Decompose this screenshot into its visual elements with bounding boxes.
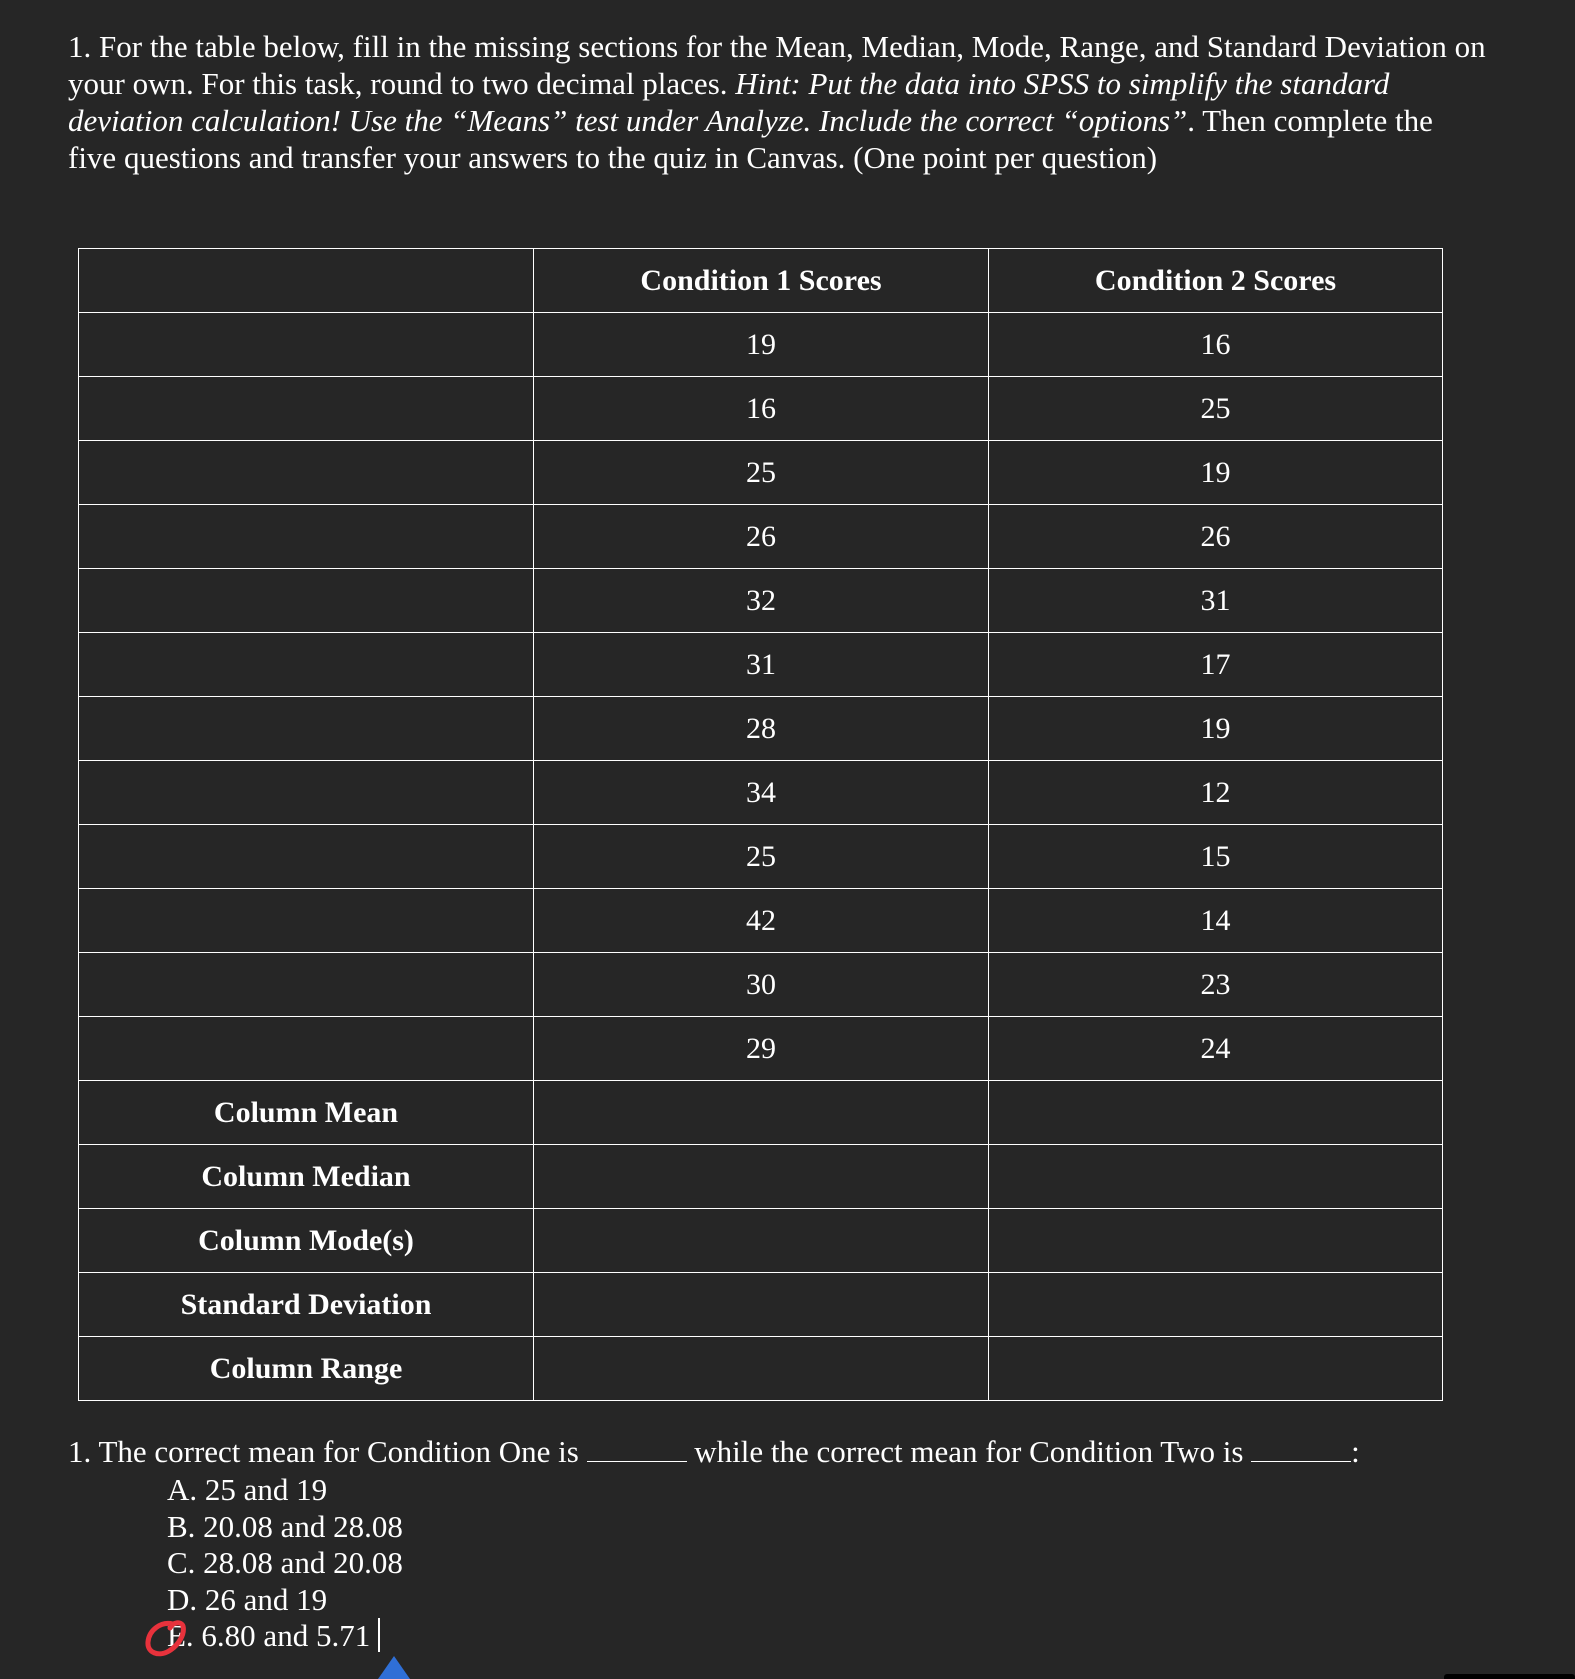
summary-row-mode [79, 1209, 1443, 1273]
condition-2-score: 26 [989, 505, 1443, 569]
summary-label-mean: Column Mean [79, 1081, 534, 1145]
instructions-text-end: . Then complete the five questions and transfer your answers to the quiz in Canvas. (One point per question) [68, 103, 1433, 175]
summary-row-mean [79, 1081, 1443, 1145]
condition-1-score: 42 [534, 889, 989, 953]
condition-1-score: 34 [534, 761, 989, 825]
row-label-cell[interactable] [79, 441, 534, 505]
condition-1-median-cell[interactable] [534, 1145, 989, 1209]
table-row [79, 441, 1443, 505]
option-b[interactable]: B. 20.08 and 28.08 [167, 1508, 403, 1544]
text-cursor [378, 1618, 380, 1652]
answer-blank-2 [1251, 1435, 1351, 1462]
table-row [79, 761, 1443, 825]
instructions-paragraph [68, 28, 1488, 176]
question-1 [68, 1434, 1548, 1470]
red-circle-annotation-icon [143, 1618, 199, 1660]
condition-1-score: 26 [534, 505, 989, 569]
table-row [79, 313, 1443, 377]
question-suffix: : [1351, 1434, 1360, 1469]
scroll-indicator [1444, 1674, 1575, 1679]
condition-2-score: 31 [989, 569, 1443, 633]
condition-1-score: 28 [534, 697, 989, 761]
table-row [79, 953, 1443, 1017]
condition-1-mode-cell[interactable] [534, 1209, 989, 1273]
condition-1-score: 31 [534, 633, 989, 697]
summary-row-range [79, 1337, 1443, 1401]
condition-2-score: 16 [989, 313, 1443, 377]
table-row [79, 505, 1443, 569]
option-e[interactable]: E. 6.80 and 5.71 [167, 1618, 371, 1653]
summary-label-mode: Column Mode(s) [79, 1209, 534, 1273]
row-label-cell[interactable] [79, 825, 534, 889]
condition-2-score: 23 [989, 953, 1443, 1017]
row-label-cell[interactable] [79, 569, 534, 633]
table-row [79, 889, 1443, 953]
question-middle: while the correct mean for Condition Two is [694, 1434, 1244, 1469]
summary-row-sd [79, 1273, 1443, 1337]
answer-blank-1 [587, 1435, 687, 1462]
scores-table [78, 248, 1443, 1401]
condition-2-score: 12 [989, 761, 1443, 825]
row-label-cell[interactable] [79, 1017, 534, 1081]
table-row [79, 569, 1443, 633]
condition-1-range-cell[interactable] [534, 1337, 989, 1401]
condition-1-score: 25 [534, 441, 989, 505]
header-condition-2: Condition 2 Scores [989, 249, 1443, 313]
row-label-cell[interactable] [79, 313, 534, 377]
condition-2-score: 24 [989, 1017, 1443, 1081]
condition-1-score: 29 [534, 1017, 989, 1081]
condition-2-score: 19 [989, 697, 1443, 761]
condition-1-sd-cell[interactable] [534, 1273, 989, 1337]
condition-1-mean-cell[interactable] [534, 1081, 989, 1145]
instructions-text: 1. For the table below, fill in the missing sections for the Mean, Median, Mode, Range, and Standard Deviation on your own. For this task, round to two decimal places. [68, 29, 1486, 101]
condition-2-score: 14 [989, 889, 1443, 953]
condition-1-score: 16 [534, 377, 989, 441]
row-label-cell[interactable] [79, 953, 534, 1017]
header-condition-1: Condition 1 Scores [534, 249, 989, 313]
condition-2-sd-cell[interactable] [989, 1273, 1443, 1337]
condition-2-score: 25 [989, 377, 1443, 441]
row-label-cell[interactable] [79, 697, 534, 761]
condition-1-score: 30 [534, 953, 989, 1017]
option-d[interactable]: D. 26 and 19 [167, 1581, 328, 1617]
option-a[interactable]: A. 25 and 19 [167, 1472, 328, 1507]
table-row [79, 1017, 1443, 1081]
option-c[interactable]: C. 28.08 and 20.08 [167, 1545, 403, 1580]
row-label-cell[interactable] [79, 377, 534, 441]
condition-2-score: 17 [989, 633, 1443, 697]
condition-1-score: 32 [534, 569, 989, 633]
option-e-line[interactable] [167, 1618, 403, 1655]
summary-label-range: Column Range [79, 1337, 534, 1401]
table-row [79, 697, 1443, 761]
condition-2-score: 19 [989, 441, 1443, 505]
blue-triangle-marker-icon[interactable] [378, 1656, 410, 1679]
summary-row-median [79, 1145, 1443, 1209]
answer-options [167, 1472, 403, 1655]
condition-1-score: 25 [534, 825, 989, 889]
summary-label-sd: Standard Deviation [79, 1273, 534, 1337]
question-prefix: 1. The correct mean for Condition One is [68, 1434, 579, 1469]
instructions-hint: Hint: Put the data into SPSS to simplify the standard deviation calculation! Use the “Means” test under Analyze. Include the correct “options” [68, 66, 1390, 138]
table-header-row [79, 249, 1443, 313]
summary-label-median: Column Median [79, 1145, 534, 1209]
table-row [79, 825, 1443, 889]
row-label-cell[interactable] [79, 761, 534, 825]
row-label-cell[interactable] [79, 505, 534, 569]
condition-2-mean-cell[interactable] [989, 1081, 1443, 1145]
header-cell-empty [79, 249, 534, 313]
condition-2-score: 15 [989, 825, 1443, 889]
table-row [79, 633, 1443, 697]
row-label-cell[interactable] [79, 889, 534, 953]
condition-2-median-cell[interactable] [989, 1145, 1443, 1209]
condition-2-mode-cell[interactable] [989, 1209, 1443, 1273]
condition-2-range-cell[interactable] [989, 1337, 1443, 1401]
table-row [79, 377, 1443, 441]
row-label-cell[interactable] [79, 633, 534, 697]
condition-1-score: 19 [534, 313, 989, 377]
